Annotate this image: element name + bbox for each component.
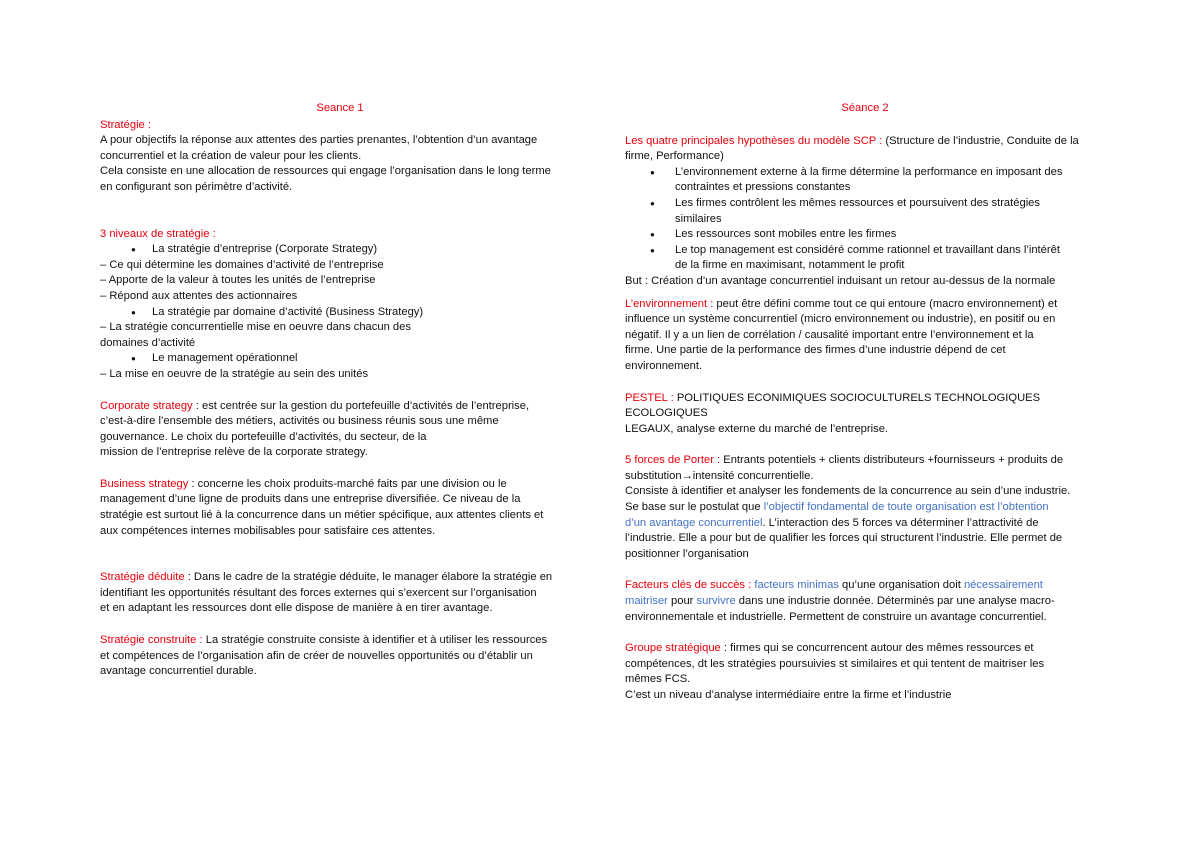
corporate-label: Corporate strategy [100,399,193,412]
construite-paragraph [100,633,580,649]
scp-bullet-list [625,165,1105,274]
business-line: stratégie est surtout lié à la concurrence dans un métier spécifique, aux attentes clients et [100,509,544,522]
groupe-label: Groupe stratégique [625,642,721,655]
deduite-text: : Dans le cadre de la stratégie déduite, le manager élabore la stratégie en [184,571,553,584]
scp-paragraph [625,134,1105,150]
groupe-line: compétences, dt les stratégies poursuivies st similaires et qui tentent de maitriser les [625,657,1045,670]
porter-paragraph [625,453,1105,469]
list-item [625,243,1105,274]
groupe-line: mêmes FCS. [625,673,691,686]
fcs-paragraph [625,578,1105,594]
fcs-label: Facteurs clés de succès : [625,579,752,592]
bullet-text: Le top management est considéré comme rationnel et travaillant dans l’intérêt [675,243,1060,256]
list-item [625,165,1105,196]
fcs-highlight: facteurs minimas [754,579,839,592]
porter-text: Entrants potentiels + clients distributeurs +fournisseurs + produits de [720,454,1064,467]
seance-2-column [625,101,1105,704]
pestel-paragraph [625,391,1105,422]
business-line: aux compétences internes mobilisables pour satisfaire ces attentes. [100,524,436,537]
porter-highlight: l’objectif fondamental de toute organisation est l’obtention [763,501,1049,514]
construite-line: avantage concurrentiel durable. [100,665,257,678]
deduite-paragraph [100,570,580,586]
list-item [625,227,1105,243]
strategie-line: A pour objectifs la réponse aux attentes des parties prenantes, l’obtention d’un avantage [100,134,538,147]
corporate-text: : est centrée sur la gestion du portefeuille d’activités de l’entreprise, [192,399,530,412]
niveaux-detail: domaines d’activité [100,336,196,349]
business-label: Business strategy [100,477,189,490]
strategie-line: concurrentiel et la création de valeur pour les clients. [100,149,362,162]
construite-label: Stratégie construite : [100,634,203,647]
pestel-label: PESTEL : [625,391,674,404]
construite-line: et compétences de l’organisation afin de créer de nouvelles opportunités ou d’établir un [100,649,533,662]
bullet-text: contraintes et pressions constantes [675,181,851,194]
scp-text: (Structure de l’industrie, Conduite de la [882,134,1079,147]
fcs-text: dans une industrie donnée. Déterminés par une analyse macro- [735,595,1055,608]
seance-1-column [100,101,580,680]
list-item: ● La stratégie par domaine d’activité (Business Strategy) [100,305,580,321]
porter-line [625,500,1105,516]
corporate-line: c’est-à-dire l’ensemble des métiers, activités ou business réunis sous une même [100,415,499,428]
strategie-line: Cela consiste en une allocation de ressources qui engage l’organisation dans le long terme [100,165,551,178]
scp-but: But : Création d’un avantage concurrentiel induisant un retour au-dessus de la normale [625,274,1056,287]
business-line: management d’une ligne de produits dans une entreprise diversifiée. Ce niveau de la [100,493,521,506]
fcs-highlight: maitriser [625,595,668,608]
groupe-paragraph [625,641,1105,657]
deduite-line: et en adaptant les ressources dont elle dispose de manière à en tirer avantage. [100,602,493,615]
niveaux-detail: – La mise en oeuvre de la stratégie au sein des unités [100,367,369,380]
bullet-text: de la firme en maximisant, notamment le profit [675,259,905,272]
deduite-label: Stratégie déduite [100,571,185,584]
list-item [625,196,1105,227]
fcs-highlight: nécessairement [963,579,1043,592]
list-item: ● Le management opérationnel [100,351,580,367]
porter-text: . L’interaction des 5 forces va déterminer l’attractivité de [762,516,1039,529]
niveaux-list-3 [100,351,580,367]
porter-label: 5 forces de Porter : [625,454,721,467]
niveaux-detail: – La stratégie concurrentielle mise en oeuvre dans chacun des [100,321,411,334]
bullet-text: L’environnement externe à la firme détermine la performance en imposant des [675,165,1063,178]
business-text: : concerne les choix produits-marché faits par une division ou le [188,477,507,490]
env-label: L’environnement : [625,297,714,310]
scp-line: firme, Performance) [625,150,724,163]
porter-text: Se base sur le postulat que [625,501,764,514]
niveaux-list-1 [100,242,580,258]
scp-label: Les quatre principales hypothèses du modèle SCP : [625,134,883,147]
corporate-line: gouvernance. Le choix du portefeuille d’activités, du secteur, de la [100,430,427,443]
porter-line: Consiste à identifier et analyser les fondements de la concurrence au sein d’une industrie. [625,485,1071,498]
bullet-text: Les ressources sont mobiles entre les firmes [675,228,897,241]
env-line: négatif. Il y a un lien de corrélation / causalité important entre l’environnement et la [625,328,1034,341]
niveaux-detail: – Apporte de la valeur à toutes les unités de l’entreprise [100,274,376,287]
porter-highlight: d’un avantage concurrentiel [625,516,763,529]
porter-line [625,516,1105,532]
groupe-text: : firmes qui se concurrencent autour des mêmes ressources et [720,642,1034,655]
fcs-line [625,594,1105,610]
porter-line: substitution→intensité concurrentielle. [625,469,814,482]
corporate-paragraph [100,399,580,415]
fcs-highlight: survivre [696,595,736,608]
bullet-text: similaires [675,212,722,225]
niveaux-detail: – Répond aux attentes des actionnaires [100,289,298,302]
niveaux-list-2 [100,305,580,321]
deduite-line: identifiant les opportunités résultant des forces externes qui s’exercent sur l’organisation [100,586,537,599]
fcs-line: environnementale et industrielle. Permettent de construire un avantage concurrentiel. [625,610,1047,623]
env-text: peut être défini comme tout ce qui entoure (macro environnement) et [713,297,1058,310]
strategie-line: en configurant son périmètre d’activité. [100,180,293,193]
niveaux-heading: 3 niveaux de stratégie : [100,227,216,240]
bullet-text: Les firmes contrôlent les mêmes ressources et poursuivent des stratégies [675,196,1040,209]
list-item: ● La stratégie d’entreprise (Corporate Strategy) [100,242,580,258]
pestel-text: POLITIQUES ECONIMIQUES SOCIOCULTURELS TECHNOLOGIQUES ECOLOGIQUES [625,391,1041,420]
porter-line: positionner l’organisation [625,547,749,560]
seance-1-title: Seance 1 [316,102,364,114]
fcs-text: qu’une organisation doit [838,579,964,592]
pestel-line: LEGAUX, analyse externe du marché de l’entreprise. [625,422,889,435]
business-paragraph [100,477,580,493]
construite-text: La stratégie construite consiste à identifier et à utiliser les ressources [202,634,548,647]
env-paragraph [625,297,1105,313]
seance-2-title: Séance 2 [841,102,889,114]
niveaux-detail: – Ce qui détermine les domaines d’activité de l’entreprise [100,258,384,271]
groupe-line: C’est un niveau d’analyse intermédiaire entre la firme et l’industrie [625,689,952,701]
env-line: firme. Une partie de la performance des firmes d’une industrie dépend de cet [625,344,1006,357]
fcs-text: pour [667,595,697,608]
porter-line: l’industrie. Elle a pour but de qualifier les forces qui structurent l’industrie. Elle permet de [625,532,1063,545]
env-line: influence un système concurrentiel (micro environnement ou industrie), en positif ou en [625,313,1056,326]
strategie-heading: Stratégie : [100,118,151,131]
env-line: environnement. [625,359,703,372]
corporate-line: mission de l’entreprise relève de la corporate strategy. [100,446,368,459]
